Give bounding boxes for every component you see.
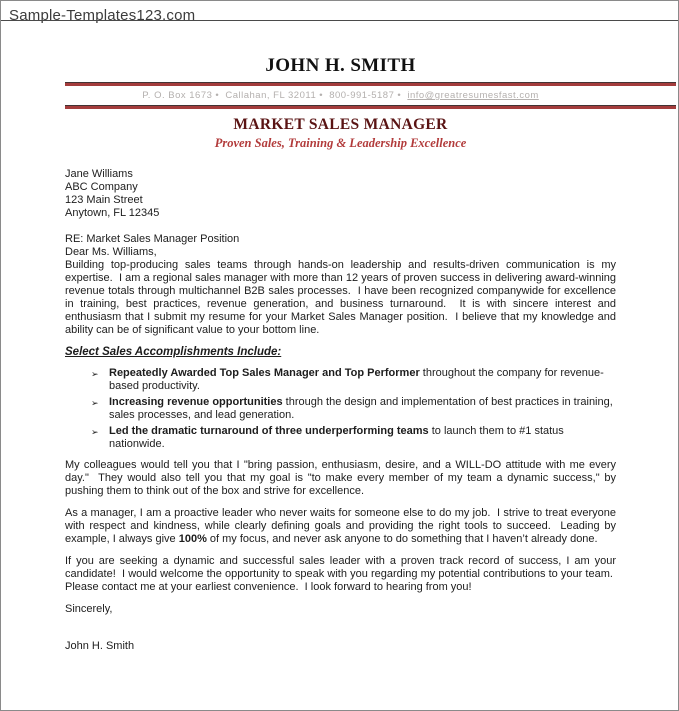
- paragraph-colleagues: [65, 459, 616, 498]
- text-run: of my focus, and never ask anyone to do something that I haven’t already done.: [206, 533, 598, 545]
- contact-city: Callahan, FL 32011: [225, 90, 317, 101]
- accomplishment-item: [65, 425, 616, 451]
- letter-content: [1, 1, 678, 653]
- text-run: My colleagues would tell you that I "bring passion, enthusiasm, desire, and a WILL-DO attitude with me every day." They would also tell you that my goal is "to make every member of my team a dynamic success," by pushing them to think out of the box and strive for excellence.: [65, 459, 616, 497]
- text-run: 100%: [178, 533, 207, 545]
- accomplishment-text: Repeatedly Awarded Top Sales Manager and Top Performer throughout the company for revenue-based productivity.: [109, 367, 604, 392]
- tagline: Proven Sales, Training & Leadership Excellence: [214, 136, 467, 150]
- arrow-bullet-icon: ➢: [91, 398, 99, 408]
- recipient-line: Anytown, FL 12345: [65, 207, 160, 219]
- recipient-line: 123 Main Street: [65, 194, 143, 206]
- accomplishment-item: [65, 396, 616, 422]
- valediction: Sincerely,: [65, 603, 113, 615]
- contact-email-link[interactable]: info@greatresumesfast.com: [407, 90, 539, 101]
- salutation: Dear Ms. Williams,: [65, 246, 157, 258]
- recipient-line: Jane Williams: [65, 168, 133, 180]
- watermark-strike-line: [1, 20, 678, 21]
- contact-separator: •: [319, 90, 324, 101]
- accomplishment-text: Led the dramatic turnaround of three underperforming teams to launch them to #1 status nationwide.: [109, 425, 564, 450]
- contact-separator: •: [215, 90, 220, 101]
- accomplishment-item: [65, 367, 616, 393]
- contact-line: [65, 86, 616, 105]
- recipient-block: [65, 168, 616, 220]
- text-run: As a manager, I am a proactive leader who never waits for someone else to do my job. I strive to treat everyone with respect and kindness, while clearly defining goals and providing the right tools to succeed. Leading by example, I always give: [65, 507, 616, 545]
- accomplishments-heading: Select Sales Accomplishments Include:: [65, 346, 282, 358]
- text-run: If you are seeking a dynamic and successful sales leader with a proven track record of success, I am your candidate! I would welcome the opportunity to speak with you regarding my potential contributions to your team. Please contact me at your earliest convenience. I look forward to hearing from you!: [65, 555, 616, 593]
- red-divider-bottom: [65, 105, 676, 109]
- job-title-heading: MARKET SALES MANAGER: [233, 116, 448, 133]
- paragraph-intro: [65, 259, 616, 337]
- paragraph-closing: [65, 555, 616, 594]
- paragraph-manager: [65, 507, 616, 546]
- contact-address: P. O. Box 1673: [142, 90, 213, 101]
- arrow-bullet-icon: ➢: [91, 427, 99, 437]
- letter-body: [65, 168, 616, 653]
- text-run: Building top-producing sales teams through hands-on leadership and results-driven communication is my expertise. I am a regional sales manager with more than 12 years of proven success in delivering award-winning revenue totals through multichannel B2B sales processes. I have been recognized companywide for excellence in training, best practices, revenue generation, and business turnaround. It is with sincere interest and enthusiasm that I submit my resume for your Market Sales Manager position. I believe that my knowledge and ability can be of significant value to your bottom line.: [65, 259, 616, 336]
- re-line: RE: Market Sales Manager Position: [65, 233, 240, 245]
- contact-phone: 800-991-5187: [329, 90, 395, 101]
- candidate-name: JOHN H. SMITH: [265, 55, 416, 76]
- arrow-bullet-icon: ➢: [91, 369, 99, 379]
- accomplishments-list: [65, 367, 616, 451]
- signature-name: John H. Smith: [65, 640, 135, 652]
- contact-separator: •: [397, 90, 402, 101]
- watermark-text: Sample-Templates123.com: [9, 7, 196, 24]
- accomplishment-text: Increasing revenue opportunities through the design and implementation of best practices in training, sales processes, and lead generation.: [109, 396, 613, 421]
- recipient-line: ABC Company: [65, 181, 138, 193]
